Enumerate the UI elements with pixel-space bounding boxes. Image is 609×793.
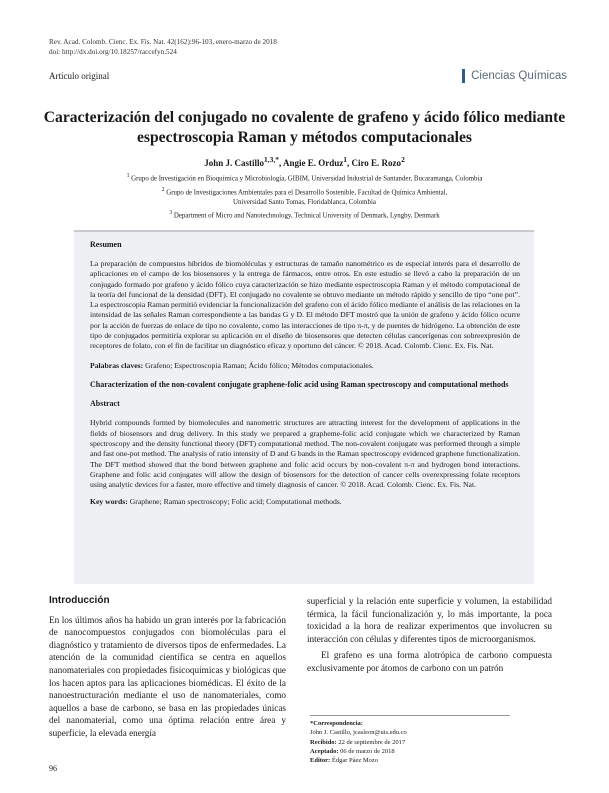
affiliation-line: Universidad Santo Tomas, Floridablanca, Colombia	[233, 199, 376, 206]
journal-citation: Rev. Acad. Colomb. Cienc. Ex. Fis. Nat. 42(162):96-103, enero-marzo de 2018	[49, 38, 277, 46]
abstract-keywords	[90, 497, 520, 507]
intro-paragraph: El grafeno es una forma alotrópica de carbono compuesta exclusivamente por átomos de carbono con un patrón	[307, 650, 552, 673]
article-type: Artículo original	[49, 71, 110, 81]
affiliation-line: $^1$ Grupo de Investigación en Bioquímica y Microbiología, GIBIM, Universidad Industrial de Santander, Bucaramanga, Colombia	[126, 173, 483, 183]
abstract-box	[74, 230, 534, 584]
authors-text: John J. Castillo$^{1,3,*}$, Angie E. Orduz$^1$, Ciro E. Rozo$^2$	[204, 155, 405, 168]
correspondence-box	[310, 715, 510, 765]
keywords-text: Grafeno; Espectroscopia Raman; Ácido fólico; Métodos computacionales.	[143, 360, 374, 370]
affiliation-line: $^3$ Department of Micro and Nanotechnology, Technical University of Denmark, Lyngby, Denmark	[169, 210, 440, 220]
resumen-text: La preparación de compuestos híbridos de biomoléculas y estructuras de tamaño nanométrico es de especial interés para el desarrollo de aplicaciones en el campo de los biosensores y la entrega de fármacos, entre otros. En este estudio se llevó a cabo la preparación de un conjugado formado por grafeno y ácido fólico cuya caracterización se hizo mediante espectroscopia Raman y el método computacional de la teoría del funcional de la densidad (DFT). El conjugado no covalente se obtuvo mediante un método rápido y sencillo de tipo “one pot”. La espectroscopia Raman permitió evidenciar la funcionalización del grafeno con el ácido fólico mediante el análisis de las relaciones en la intensidad de las señales Raman correspondiente a las bandas G y D. El método DFT mostró que la unión de grafeno y ácido fólico ocurre por la acción de fuerzas de enlace de tipo no covalente, como las interacciones de tipo π-π, y de puentes de hidrógeno. La obtención de este tipo de conjugados permitiría explorar su aplicación en el diseño de biosensores que detecten células cancerígenas con sobreexpresión de receptores de folato, con el fin de facilitar un diagnóstico eficaz y oportuno del cáncer. © 2018. Acad. Colomb. Cienc. Ex. Fis. Nat.	[90, 259, 520, 351]
editor-line: Editor: Édgar Páez Mozo	[310, 757, 379, 765]
english-title: Characterization of the non-covalent conjugate graphene-folic acid using Raman spectroscopy and computational methods	[90, 379, 509, 389]
intro-heading: Introducción	[49, 595, 110, 606]
journal-doi[interactable]: doi: http://dx.doi.org/10.18257/raccefyn.524	[49, 48, 177, 56]
section-label: Ciencias Químicas	[462, 69, 567, 83]
intro-paragraph: En los últimos años ha habido un gran interés por la fabricación de nanocompuestos conjugados con biomoléculas para el diagnóstico y tratamiento de diversos tipos de enfermedades. La atención de la comunidad científica se centra en aquellos nanomateriales con propiedades fisicoquímicas y biológicas que los hacen aptos para las aplicaciones biomédicas. El éxito de la nanoestructuración mediante el uso de nanomateriales, como aquellos a base de carbono, se basa en las propiedades únicas del nanomaterial, como una óptima relación entre área y superficie, la elevada energía	[49, 614, 286, 738]
intro-right-column	[307, 595, 552, 675]
correspondence-heading: *Correspondencia:	[310, 720, 363, 727]
resumen-keywords	[90, 361, 520, 371]
received-date: Recibido: 22 de septiembre de 2017	[310, 738, 406, 746]
correspondence-author: John J. Castillo, jcasleon@uis.edu.co	[310, 729, 407, 737]
intro-paragraph: superficial y la relación ente superficie y volumen, la estabilidad térmica, la fácil funcionalización y, lo más importante, la poca toxicidad a la hora de realizar experimentos que involucren su interacción con células y diferentes tipos de microorganismos.	[307, 596, 552, 644]
affiliations	[40, 171, 569, 222]
journal-header	[49, 37, 277, 57]
article-title: Caracterización del conjugado no covalente de grafeno y ácido fólico mediante espectroscopia Raman y métodos computacionales	[43, 109, 566, 146]
abstract-heading: Abstract	[90, 399, 120, 409]
authors	[40, 155, 569, 168]
keywords-label: Key words:	[90, 496, 128, 506]
keywords-label: Palabras claves:	[90, 360, 144, 370]
abstract-text: Hybrid compounds formed by biomolecules and nanometric structures are attracting interest for the development of applications in the fields of biosensors and drug delivery. In this study we prepared a grapheme-folic acid conjugate which we characterized by Raman spectroscopy and the density functional theory (DFT) computational method. The non-covalent conjugate was performed through a simple and fast one-pot method. The analysis of ratio intensity of D and G bands in the Raman spectroscopy evidenced graphene functionalization. The DFT method showed that the bond between graphene and folic acid occurs by non-covalent π-π and hydrogen bond interactions. Graphene and folic acid conjugates will allow the design of biosensors for the detection of cancer cells overexpressing folate receptors using analytic devices for a faster, more effective and timely diagnosis of cancer. © 2018. Acad. Colomb. Cienc. Ex. Fis. Nat.	[90, 418, 520, 490]
intro-left-column	[49, 595, 286, 740]
accepted-date: Aceptado: 06 de marzo de 2018	[310, 747, 395, 755]
affiliation-line: $^2$ Grupo de Investigaciones Ambientales para el Desarrollo Sostenible, Facultad de Química Ambiental,	[161, 186, 448, 196]
page-number: 96	[49, 764, 57, 773]
keywords-text: Graphene; Raman spectroscopy; Folic acid; Computational methods.	[127, 496, 342, 506]
resumen-block	[90, 240, 520, 507]
resumen-heading: Resumen	[90, 240, 122, 249]
